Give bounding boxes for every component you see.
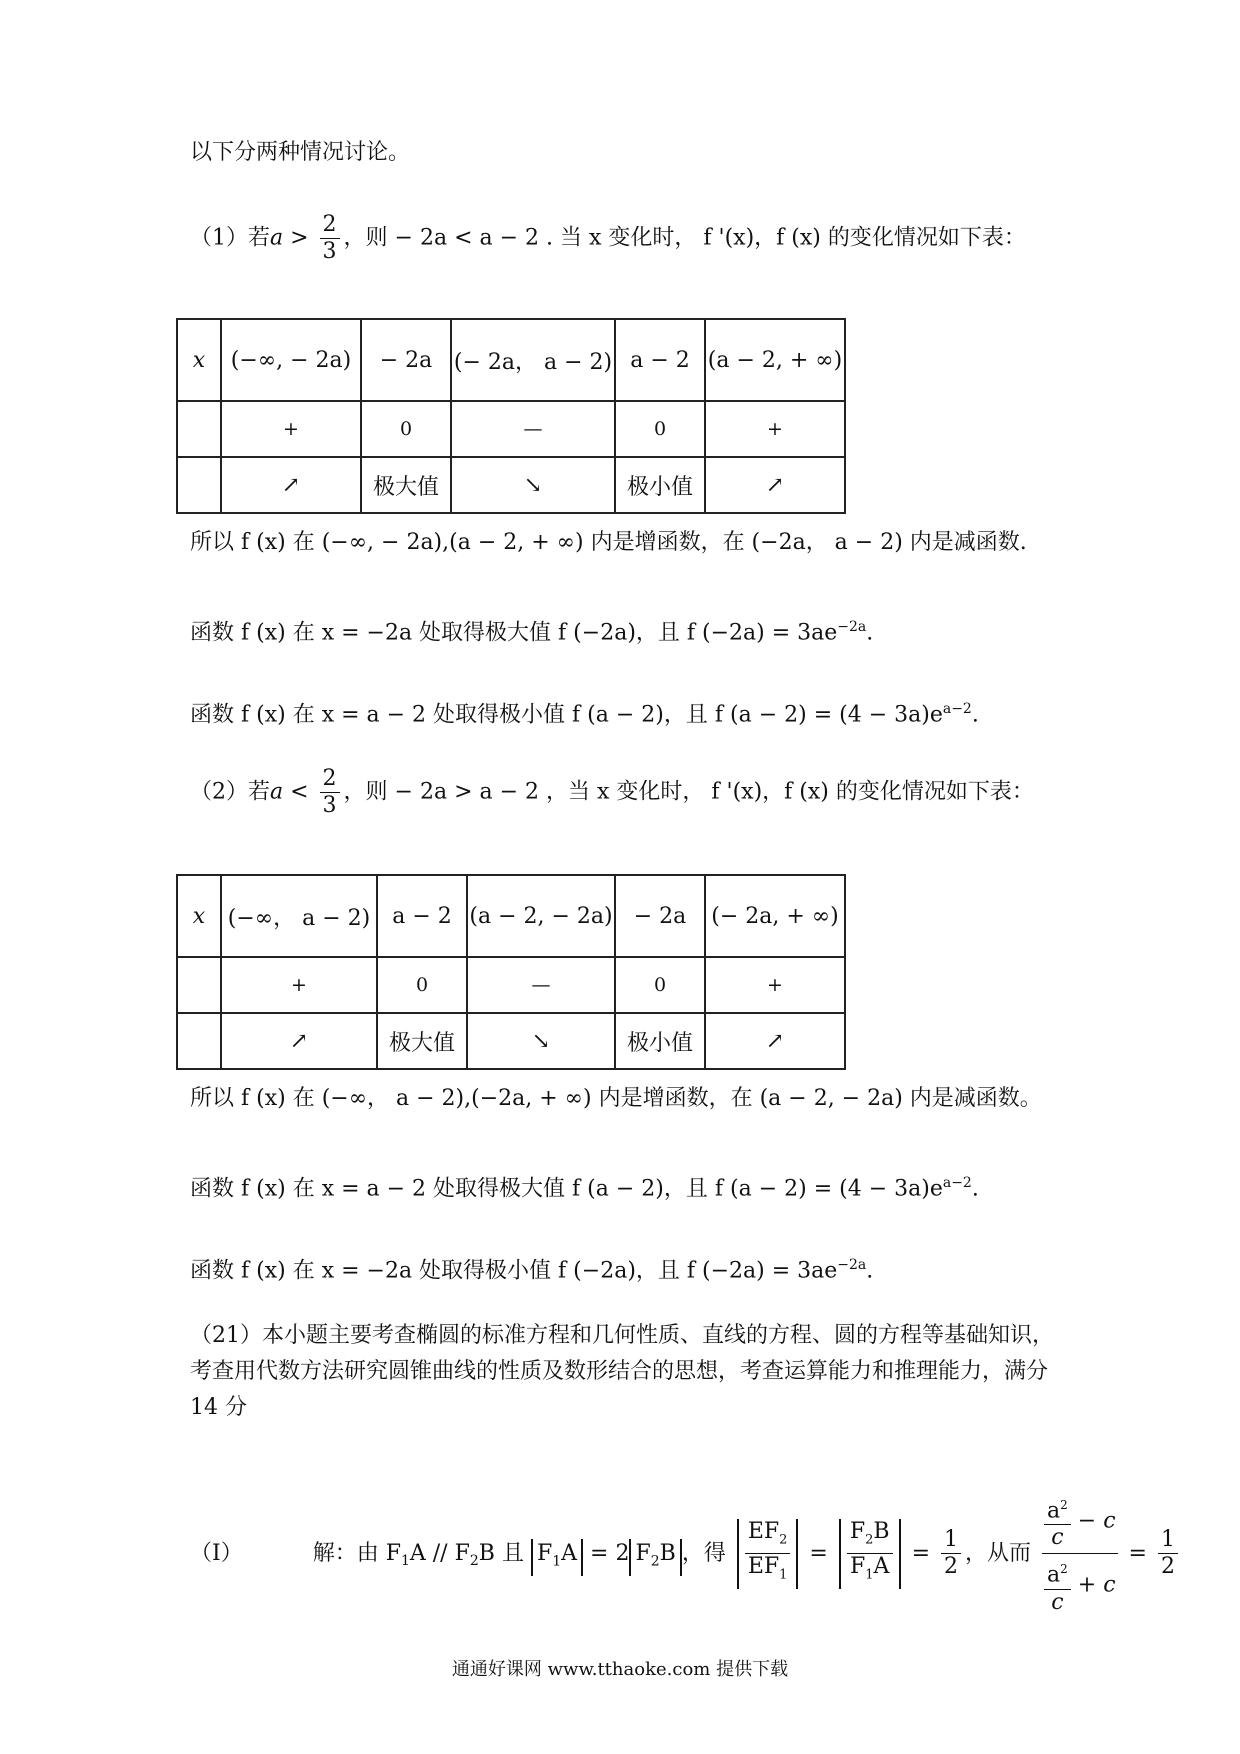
- case2-max-end: .: [971, 1176, 979, 1202]
- case2-variation-table: [176, 874, 846, 1070]
- part1-big-den-sup: 2: [1060, 1562, 1068, 1577]
- part1-frac-fb: [839, 1519, 901, 1589]
- table-cell: —: [451, 401, 615, 457]
- part1-f2-num-b: B: [873, 1518, 890, 1544]
- case2-cond-var: a: [270, 779, 284, 805]
- part1-f1-num-s: 2: [779, 1532, 788, 1548]
- table-row: [177, 1013, 845, 1069]
- table-cell: (−∞， a − 2): [221, 875, 377, 957]
- part1-frac-ef-num: [745, 1519, 791, 1554]
- case2-max-text: 函数 f (x) 在 x = a − 2 处取得极大值 f (a − 2)，且 f (a − 2) = (4 − 3a)e: [190, 1176, 943, 1202]
- table-cell: 极小值: [615, 1013, 705, 1069]
- case1-heading: [190, 212, 1026, 265]
- case2-min-line: [190, 1250, 873, 1286]
- part1-big-den-a: [1044, 1556, 1071, 1589]
- part1-big-num-a: [1044, 1492, 1071, 1525]
- part1-abs1: [531, 1539, 583, 1576]
- table-cell: ↘: [451, 457, 615, 513]
- table-cell: [177, 1013, 221, 1069]
- part1-sub1: 1: [400, 1553, 410, 1570]
- part1-big-num-op: − c: [1070, 1508, 1116, 1534]
- table-cell: 极大值: [377, 1013, 467, 1069]
- part1-frac-ef-inner: [745, 1519, 791, 1589]
- part1-big-den-c-text: c: [1051, 1589, 1064, 1615]
- case1-max-end: .: [866, 620, 874, 646]
- part1-big-num-sup: 2: [1060, 1498, 1068, 1512]
- case1-conclusion: 所以 f (x) 在 (−∞, − 2a),(a − 2, + ∞) 内是增函数，在 (−2a， a − 2) 内是减函数.: [190, 530, 1027, 555]
- table-cell: ↗: [705, 1013, 845, 1069]
- case1-max-text: 函数 f (x) 在 x = −2a 处取得极大值 f (−2a)，且 f (−2a) = 3ae: [190, 620, 838, 646]
- case1-frac-den: 3: [322, 239, 337, 264]
- table-cell: (− 2a, + ∞): [705, 875, 845, 957]
- case1-rest: ，则 − 2a < a − 2 . 当 x 变化时， f '(x)，f (x) 的变化情况如下表：: [343, 225, 1026, 251]
- part1-abs1-s: 1: [552, 1553, 562, 1570]
- case2-frac-den: 3: [322, 793, 337, 818]
- case1-variation-table: [176, 318, 846, 514]
- case1-label: （1）若: [190, 225, 270, 251]
- case2-fraction: [320, 766, 340, 819]
- case2-min-end: .: [866, 1258, 874, 1284]
- part1-big-num-c: [1044, 1525, 1071, 1551]
- case1-fraction: [320, 212, 340, 265]
- case1-min-line: [190, 694, 979, 730]
- case1-max-exp: −2a: [837, 619, 867, 635]
- case2-rest: ，则 − 2a > a − 2 ，当 x 变化时， f '(x)，f (x) 的变化情况如下表：: [343, 779, 1034, 805]
- table-cell: (a − 2, + ∞): [705, 319, 845, 401]
- part1-f2-den-s: 1: [865, 1567, 874, 1583]
- table-cell: − 2a: [615, 875, 705, 957]
- case1-max-line: [190, 612, 873, 648]
- part1-frac-fb-den: [847, 1554, 893, 1588]
- table-cell: − 2a: [361, 319, 451, 401]
- table-cell: 0: [361, 401, 451, 457]
- table-cell: (a − 2, − 2a): [467, 875, 615, 957]
- table-cell: ↗: [221, 457, 361, 513]
- table-cell: +: [221, 401, 361, 457]
- part1-congre: ，从而: [965, 1540, 1032, 1566]
- part1-frac-fb-inner: [847, 1519, 893, 1589]
- part1-eq-c: =: [1121, 1540, 1154, 1566]
- table-cell: a − 2: [615, 319, 705, 401]
- part1-abs1-b: A: [561, 1540, 578, 1566]
- part1-big-num-c-text: c: [1051, 1525, 1064, 1551]
- table-row: [177, 875, 845, 957]
- table-cell: 极大值: [361, 457, 451, 513]
- table-cell: ↗: [705, 457, 845, 513]
- table-cell: (−∞, − 2a): [221, 319, 361, 401]
- part1-frac-fb-num: [847, 1519, 893, 1554]
- part1-f2-den-a: F: [850, 1554, 866, 1580]
- part1-half-1: [941, 1527, 961, 1580]
- part1-f1-num-a: EF: [747, 1518, 780, 1544]
- table-cell: +: [221, 957, 377, 1013]
- case2-min-exp: −2a: [837, 1257, 867, 1273]
- part1-eq2: = 2: [583, 1540, 630, 1566]
- part1-big-den-frac: [1044, 1556, 1071, 1615]
- case1-cond-op: >: [283, 225, 316, 251]
- table-cell: 0: [615, 957, 705, 1013]
- case2-heading: [190, 766, 1034, 819]
- part1-big-fraction: [1042, 1490, 1118, 1618]
- table-row: [177, 319, 845, 401]
- table-cell: [177, 401, 221, 457]
- part1-half-2-num: 1: [1158, 1527, 1178, 1554]
- part1-eq-b: =: [904, 1540, 937, 1566]
- part1-frac-ef: [737, 1519, 799, 1589]
- part1-half-2-den: 2: [1160, 1554, 1175, 1580]
- table-cell: —: [467, 957, 615, 1013]
- part1-big-den-c: [1044, 1590, 1071, 1616]
- part1-f1-den-s: 1: [779, 1567, 788, 1583]
- part1-eq-a: =: [802, 1540, 835, 1566]
- part1-big-num-a-text: a: [1047, 1498, 1061, 1524]
- case2-max-exp: a−2: [942, 1175, 972, 1191]
- part1-half-1-num: 1: [941, 1527, 961, 1554]
- case2-max-line: [190, 1168, 979, 1204]
- part1-frac-ef-den: [745, 1554, 791, 1588]
- table-cell: (− 2a， a − 2): [451, 319, 615, 401]
- case1-frac-num: 2: [320, 212, 340, 239]
- part1-abs2: [629, 1539, 681, 1576]
- case2-label: （2）若: [190, 779, 270, 805]
- table-cell: ↘: [467, 1013, 615, 1069]
- part1-big-den-op: + c: [1070, 1573, 1116, 1598]
- table-cell: ↗: [221, 1013, 377, 1069]
- table-cell: [177, 957, 221, 1013]
- case2-cond-op: <: [283, 779, 316, 805]
- footer-credit: 通通好课网 www.tthaoke.com 提供下载: [451, 1659, 789, 1680]
- part1-abs1-a: F: [536, 1540, 553, 1566]
- part1-f2-num-a: F: [849, 1518, 866, 1544]
- part1-equation: [190, 1490, 1182, 1618]
- part1-abs2-s: 2: [650, 1553, 660, 1570]
- intro-text: 以下分两种情况讨论。: [190, 140, 411, 165]
- table-cell: a − 2: [377, 875, 467, 957]
- case2-min-text: 函数 f (x) 在 x = −2a 处取得极小值 f (−2a)，且 f (−2a) = 3ae: [190, 1258, 838, 1284]
- case1-min-exp: a−2: [942, 701, 972, 717]
- table-cell: x: [192, 347, 206, 373]
- part1-half-1-den: 2: [944, 1554, 958, 1580]
- case1-min-end: .: [971, 702, 979, 728]
- table-cell: +: [705, 401, 845, 457]
- table-cell: 0: [377, 957, 467, 1013]
- part1-half-2: [1158, 1527, 1178, 1580]
- table-cell: [177, 457, 221, 513]
- part1-abs2-b: B: [659, 1540, 676, 1566]
- case1-cond-var: a: [270, 225, 284, 251]
- table-row: [177, 457, 845, 513]
- part1-de: ，得: [681, 1540, 726, 1566]
- table-row: [177, 957, 845, 1013]
- part1-big-num-frac: [1044, 1492, 1071, 1551]
- problem-21-description: [190, 1318, 1060, 1426]
- part1-t1: A // F: [409, 1540, 470, 1566]
- part1-f2-num-s: 2: [865, 1532, 874, 1548]
- part1-label: （I）: [190, 1540, 243, 1566]
- part1-abs2-a: F: [635, 1540, 651, 1566]
- case2-frac-num: 2: [320, 766, 340, 793]
- table-cell: 0: [615, 401, 705, 457]
- part1-big-num: [1042, 1490, 1118, 1554]
- case2-conclusion: 所以 f (x) 在 (−∞， a − 2),(−2a, + ∞) 内是增函数，在 (a − 2, − 2a) 内是减函数。: [190, 1086, 1042, 1111]
- part1-f2-den-b: A: [873, 1554, 890, 1580]
- part1-lead: 解：由 F: [312, 1540, 401, 1566]
- table-row: [177, 401, 845, 457]
- table-cell: +: [705, 957, 845, 1013]
- part1-sub2: 2: [469, 1553, 479, 1570]
- problem-21-text: （21）本小题主要考查椭圆的标准方程和几何性质、直线的方程、圆的方程等基础知识，考查用代数方法研究圆锥曲线的性质及数形结合的思想，考查运算能力和推理能力，满分 14 分: [190, 1323, 1054, 1420]
- part1-f1-den-a: EF: [747, 1554, 780, 1580]
- case1-min-text: 函数 f (x) 在 x = a − 2 处取得极小值 f (a − 2)，且 f (a − 2) = (4 − 3a)e: [190, 702, 943, 728]
- part1-big-den-a-text: a: [1047, 1562, 1061, 1588]
- part1-t2: B 且: [478, 1540, 524, 1566]
- table-cell: x: [192, 903, 206, 929]
- table-cell: 极小值: [615, 457, 705, 513]
- part1-big-den: [1042, 1554, 1118, 1617]
